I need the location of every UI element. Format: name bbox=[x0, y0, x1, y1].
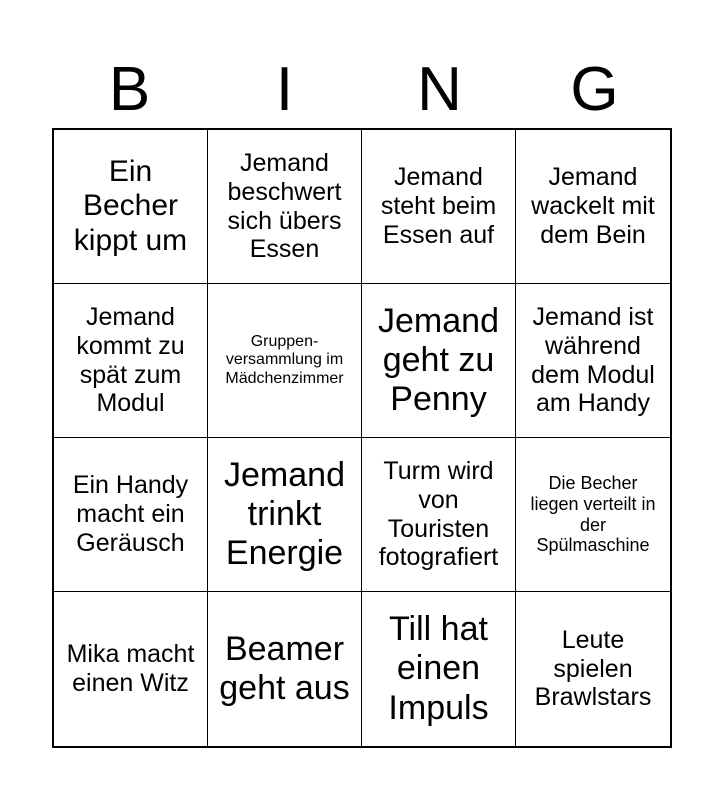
bingo-cell-text: Jemand wackelt mit dem Bein bbox=[531, 163, 655, 249]
header-letter-i: I bbox=[275, 55, 294, 124]
bingo-cell-text: Ein Handy macht ein Geräusch bbox=[72, 471, 189, 557]
bingo-cell-text: Mika macht einen Witz bbox=[66, 640, 195, 697]
bingo-cell-1-3[interactable] bbox=[362, 130, 516, 284]
bingo-cell-text: Die Becher liegen verteilt in der Spülmaschine bbox=[530, 473, 656, 556]
bingo-cell-text: Till hat einen Impuls bbox=[388, 610, 489, 727]
bingo-cell-1-2[interactable] bbox=[208, 130, 362, 284]
bingo-cell-4-2[interactable] bbox=[208, 592, 362, 746]
bingo-cell-4-4[interactable] bbox=[516, 592, 670, 746]
bingo-cell-text: Beamer geht aus bbox=[219, 629, 350, 707]
bingo-cell-2-1[interactable] bbox=[54, 284, 208, 438]
bingo-cell-3-1[interactable] bbox=[54, 438, 208, 592]
bingo-cell-4-1[interactable] bbox=[54, 592, 208, 746]
bingo-cell-text: Ein Becher kippt um bbox=[73, 154, 188, 257]
bingo-cell-text: Jemand kommt zu spät zum Modul bbox=[76, 303, 185, 418]
bingo-cell-text: Jemand ist während dem Modul am Handy bbox=[531, 303, 655, 418]
bingo-cell-text: Jemand steht beim Essen auf bbox=[380, 163, 497, 249]
bingo-cell-text: Jemand beschwert sich übers Essen bbox=[227, 149, 342, 264]
bingo-cell-text: Leute spielen Brawlstars bbox=[534, 625, 652, 712]
bingo-cell-text: Jemand trinkt Energie bbox=[224, 455, 345, 573]
header-letter-n: N bbox=[417, 55, 462, 124]
bingo-cell-3-2[interactable] bbox=[208, 438, 362, 592]
bingo-cell-text: Gruppen-versammlung im Mädchenzimmer bbox=[225, 332, 344, 387]
bingo-cell-1-4[interactable] bbox=[516, 130, 670, 284]
bingo-cell-2-4[interactable] bbox=[516, 284, 670, 438]
bingo-cell-3-3[interactable] bbox=[362, 438, 516, 592]
bingo-cell-2-3[interactable] bbox=[362, 284, 516, 438]
bingo-cell-4-3[interactable] bbox=[362, 592, 516, 746]
bingo-grid bbox=[52, 128, 672, 748]
bingo-cell-text: Turm wird von Touristen fotografiert bbox=[378, 457, 499, 572]
bingo-cell-1-1[interactable] bbox=[54, 130, 208, 284]
bingo-header bbox=[52, 52, 672, 128]
bingo-cell-text: Jemand geht zu Penny bbox=[378, 301, 499, 419]
bingo-cell-2-2[interactable] bbox=[208, 284, 362, 438]
bingo-cell-3-4[interactable] bbox=[516, 438, 670, 592]
header-letter-g: G bbox=[570, 55, 619, 124]
header-letter-b: B bbox=[108, 55, 151, 124]
